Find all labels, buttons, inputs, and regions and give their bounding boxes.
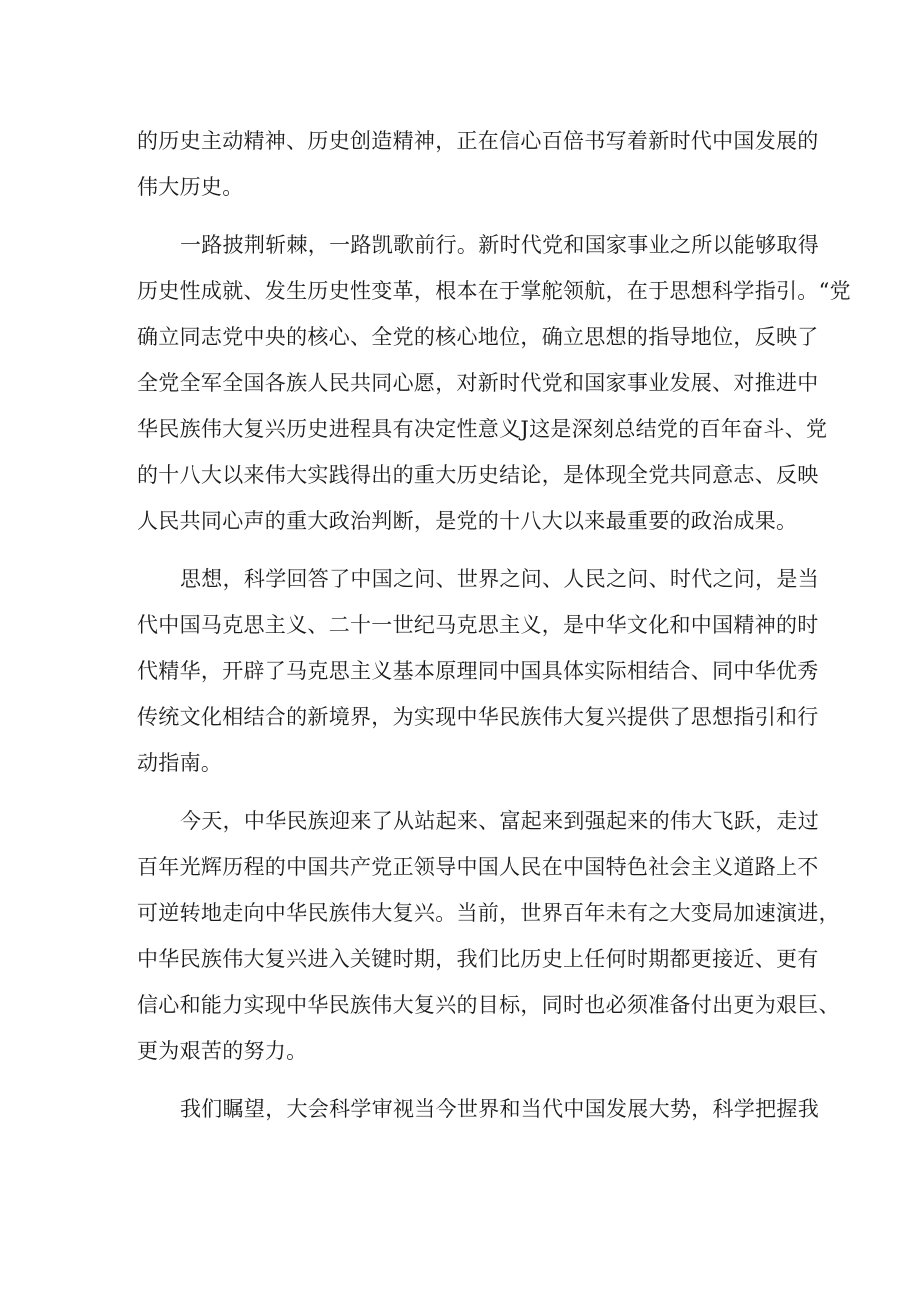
text-line: 今天，中华民族迎来了从站起来、富起来到强起来的伟大飞跃，走过	[180, 809, 819, 833]
text-line: 全党全军全国各族人民共同心愿，对新时代党和国家事业发展、对推进中	[137, 371, 819, 395]
text-line: 伟大历史。	[137, 175, 244, 199]
text-line: 确立同志党中央的核心、全党的核心地位，确立思想的指导地位，反映了	[137, 325, 819, 349]
text-line: 传统文化相结合的新境界，为实现中华民族伟大复兴提供了思想指引和行	[137, 705, 819, 729]
text-line: 历史性成就、发生历史性变革，根本在于掌舵领航，在于思想科学指引。“党	[137, 279, 851, 303]
text-line: 一路披荆斩棘，一路凯歌前行。新时代党和国家事业之所以能够取得	[180, 233, 819, 257]
text-line: 思想，科学回答了中国之问、世界之问、人民之问、时代之问，是当	[180, 567, 819, 591]
text-line: 的十八大以来伟大实践得出的重大历史结论，是体现全党共同意志、反映	[137, 463, 819, 487]
text-line: 更为艰苦的努力。	[137, 1039, 308, 1063]
text-line: 中华民族伟大复兴进入关键时期，我们比历史上任何时期都更接近、更有	[137, 947, 819, 971]
text-line: 的历史主动精神、历史创造精神，正在信心百倍书写着新时代中国发展的	[137, 129, 819, 153]
text-line: 可逆转地走向中华民族伟大复兴。当前，世界百年未有之大变局加速演进，	[137, 901, 840, 925]
text-line: 信心和能力实现中华民族伟大复兴的目标，同时也必须准备付出更为艰巨、	[137, 993, 840, 1017]
text-line: 华民族伟大复兴历史进程具有决定性意义J这是深刻总结党的百年奋斗、党	[137, 417, 828, 441]
text-line: 我们瞩望，大会科学审视当今世界和当代中国发展大势，科学把握我	[180, 1097, 819, 1121]
text-line: 代精华，开辟了马克思主义基本原理同中国具体实际相结合、同中华优秀	[137, 659, 819, 683]
text-line: 百年光辉历程的中国共产党正领导中国人民在中国特色社会主义道路上不	[137, 855, 819, 879]
text-line: 代中国马克思主义、二十一世纪马克思主义，是中华文化和中国精神的时	[137, 613, 819, 637]
text-line: 人民共同心声的重大政治判断，是党的十八大以来最重要的政治成果。	[137, 509, 798, 533]
text-line: 动指南。	[137, 751, 223, 775]
